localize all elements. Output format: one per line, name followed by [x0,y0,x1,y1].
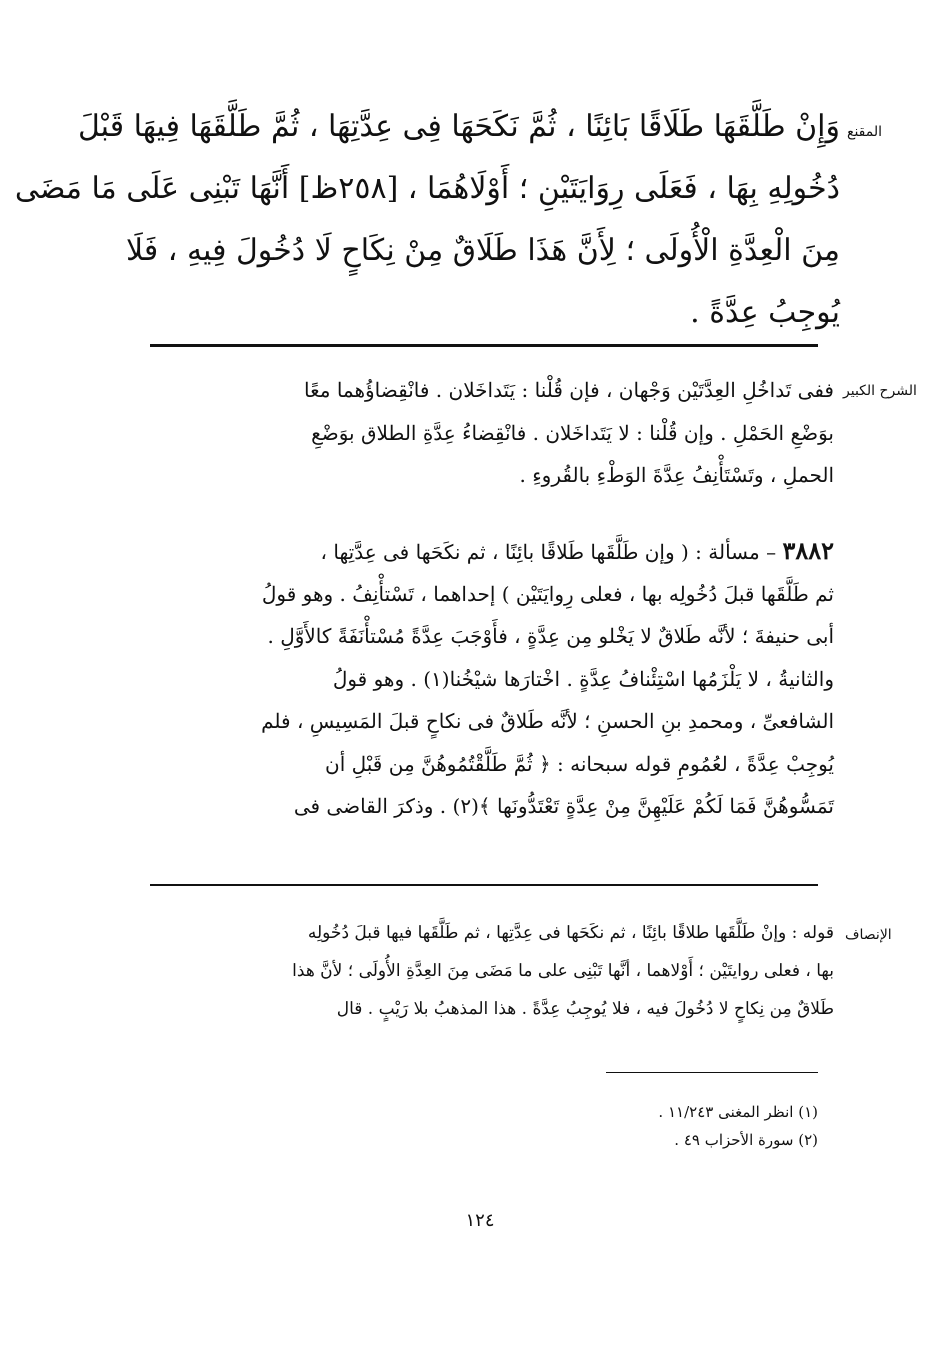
page-number: ١٢٤ [465,1210,495,1231]
muqni-line: مِنَ الْعِدَّةِ الْأُولَى ؛ لِأَنَّ هَذَا طَلَاقٌ مِنْ نِكَاحٍ لَا دُخُولَ فِيهِ ، فَلَا [125,233,840,268]
insaf-line: طَلاقٌ مِن نِكاحٍ لا دُخُولَ فيه ، فلا يُوجِبُ عِدَّةً . هذا المذهبُ بلا رَيْبٍ . قال [336,999,834,1019]
footnote-divider [606,1072,818,1073]
masala-line-text: – مسألة : ( وإن طَلَّقَها طَلاقًا بائِنًا ، ثم نكَحَها فى عِدَّتِها ، [320,540,777,564]
insaf-line: قوله : وإنْ طَلَّقَها طلاقًا بائِنًا ، ثم نكَحَها فى عِدَّتِها ، ثم طَلَّقَها فيها قبلَ دُخُولِه [307,923,834,943]
insaf-line: بها ، فعلى روايتَيْن ؛ أَوْلاهما ، أنَّها تَبْنِى على ما مَضَى مِنَ العِدَّةِ الأُولَى ؛ لأنَّ هذا [292,961,834,981]
muqni-line: يُوجِبُ عِدَّةً . [690,295,840,330]
section-divider [150,884,818,886]
masala-line: والثانيةُ ، لا يَلْزَمُها اسْتِئْنافُ عِدَّةٍ . اخْتارَها شيْخُنا(١) . وهو قولُ [332,666,834,691]
masala-line [148,530,834,573]
masala-text [148,530,834,828]
muqni-line: دُخُولِهِ بِهَا ، فَعَلَى رِوَايَتَيْنِ ؛ أَوْلَاهُمَا ، [٢٥٨ظ] أَنَّهَا تَبْنِى عَلَى مَا مَضَى [14,171,840,206]
sharh-line: بوَضْعِ الحَمْلِ . وإن قُلْنا : لا يَتَداخَلان . فانْقِضاءُ عِدَّةِ الطلاق بوَضْعِ [311,420,834,445]
masala-line: الشافعىِّ ، ومحمدِ بنِ الحسنِ ؛ لأنَّه طَلاقٌ فى نكاحٍ قبلَ المَسِيسِ ، فلم [261,709,834,733]
masala-line: أبى حنيفةَ ؛ لأنَّه طَلاقٌ لا يَخْلو مِن عِدَّةٍ ، فأَوْجَبَ عِدَّةً مُسْتأْنَفَةً كالأَوَّلِ . [267,624,834,648]
sharh-line: ففى تَداخُلِ العِدَّتَيْن وَجْهان ، فإن قُلْنا : يَتَداخَلان . فانْقِضاؤُهما معًا [304,378,834,402]
masala-line: تَمَسُّوهُنَّ فَمَا لَكُمْ عَلَيْهِنَّ مِنْ عِدَّةٍ تَعْتَدُّونَها ﴾(٢) . وذكرَ القاضى فى [293,794,834,818]
insaf-label: الإنصاف [845,927,892,943]
masala-line: ثم طَلَّقَها قبلَ دُخُولِه بها ، فعلى رِوايَتَيْن ) إحداهما ، تَسْتأْنِفُ . وهو قولُ [261,581,834,606]
muqni-line: وَإِنْ طَلَّقَهَا طَلَاقًا بَائِنًا ، ثُمَّ نَكَحَهَا فِى عِدَّتِهَا ، ثُمَّ طَلَّقَهَا فِيهَا قَبْلَ [77,109,840,144]
masala-line: يُوجِبْ عِدَّةً ، لعُمُومِ قوله سبحانه : ﴿ ثُمَّ طَلَّقْتُمُوهُنَّ مِن قَبْلِ أن [325,751,834,776]
masala-number: ٣٨٨٢ [782,536,834,565]
muqni-text [14,96,840,344]
sharh-label: الشرح الكبير [843,383,917,399]
muqni-label: المقنع [847,124,883,140]
sharh-text [148,369,834,497]
footnote: (١) انظر المغنى ١١/٢٤٣ . [658,1103,818,1121]
section-divider [150,344,818,347]
footnotes [440,1098,818,1154]
insaf-text [148,914,834,1028]
footnote: (٢) سورة الأحزاب ٤٩ . [674,1131,818,1149]
sharh-line: الحملِ ، وتَسْتَأْنِفُ عِدَّةَ الوَطْءِ بالقُروءِ . [519,463,834,487]
